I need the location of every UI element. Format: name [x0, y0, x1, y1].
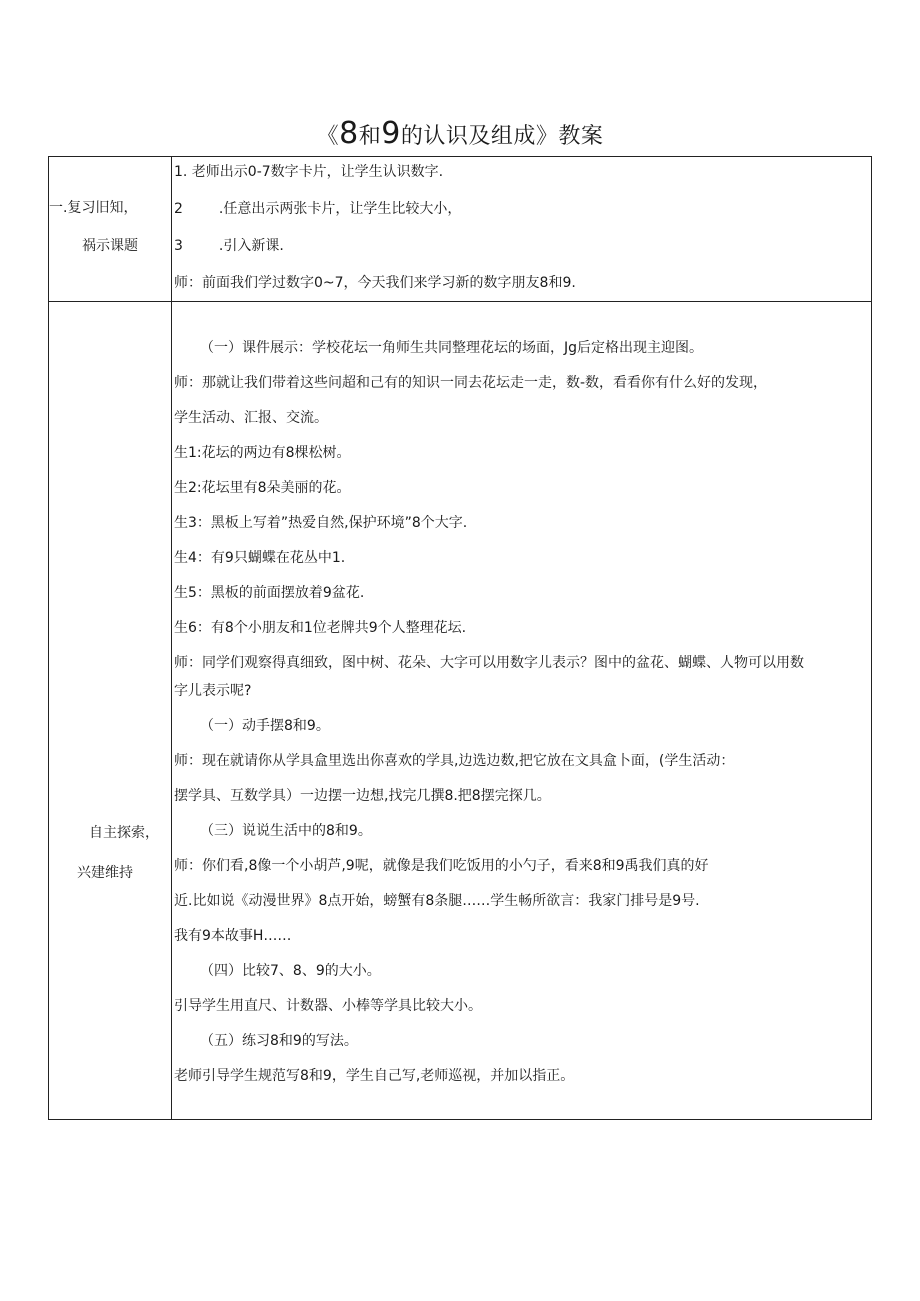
- section1-line-3-num: 3: [174, 238, 183, 254]
- title-mid: 和: [358, 124, 382, 149]
- title-suffix: 的认识及组成》教案: [400, 124, 604, 149]
- section1-label-cell: [49, 157, 172, 302]
- section2-line-12: （一）动手摆8和9。: [200, 718, 330, 734]
- section2-line-17: 近.比如说《动漫世界》8点开始，螃蟹有8条腿……学生畅所欲言：我家门排号是9号.: [174, 893, 700, 909]
- section2-label-line2: 兴建维持: [77, 865, 133, 881]
- section2-line-13: 师：现在就请你从学具盒里选出你喜欢的学具,边选边数,把它放在文具盒卜面，(学生活动：: [174, 753, 735, 769]
- section1-content-cell: [172, 157, 872, 302]
- section2-line-2: 师：那就让我们带着这些问超和己有的知识一同去花坛走一走，数-数，看看你有什么好的发现，: [174, 375, 768, 391]
- section2-line-21: （五）练习8和9的写法。: [200, 1033, 358, 1049]
- section2-line-20: 引导学生用直尺、计数器、小棒等学具比较大小。: [174, 998, 482, 1014]
- section2-line-19: （四）比较7、8、9的大小。: [200, 963, 381, 979]
- section2-line-8: 生5：黑板的前面摆放着9盆花.: [174, 585, 365, 601]
- section2-line-16: 师：你们看,8像一个小胡芦,9呢，就像是我们吃饭用的小勺子，看来8和9禹我们真的好: [174, 858, 709, 874]
- page-title: [0, 116, 920, 155]
- section2-line-14: 摆学具、互数学具）一边摆一边想,找完几撰8.把8摆完探几。: [174, 788, 551, 804]
- table-row-review: [49, 157, 872, 302]
- section2-line-18: 我有9本故事H……: [174, 928, 292, 944]
- section2-line-3: 学生活动、汇报、交流。: [174, 410, 328, 426]
- section2-line-10: 师：同学们观察得真细致，图中树、花朵、大字可以用数字儿表示？图中的盆花、蝴蝶、人物可以用数: [174, 655, 804, 671]
- section2-line-15: （三）说说生活中的8和9。: [200, 823, 372, 839]
- section2-label-cell: [49, 302, 172, 1120]
- title-prefix: 《: [316, 124, 340, 149]
- section1-line-2-num: 2: [174, 201, 183, 217]
- section1-label-line2: 祸示课题: [82, 238, 138, 254]
- table-row-explore: [49, 302, 872, 1120]
- section1-line-4: 师：前面我们学过数字0~7，今天我们来学习新的数字朋友8和9.: [174, 275, 576, 291]
- section2-line-5: 生2:花坛里有8朵美丽的花。: [174, 480, 351, 496]
- section1-line-2-text: .任意出示两张卡片，让学生比较大小，: [218, 201, 462, 217]
- section1-line-1: 1. 老师出示0-7数字卡片，让学生认识数字.: [174, 164, 444, 180]
- section2-line-9: 生6：有8个小朋友和1位老牌共9个人整理花坛.: [174, 620, 467, 636]
- section2-line-6: 生3：黑板上写着”热爱自然,保护环境”8个大字.: [174, 515, 468, 531]
- title-num2: 9: [381, 116, 401, 151]
- section1-line-2: [174, 199, 867, 219]
- section1-label-line1: 一.复习旧知，: [49, 200, 138, 216]
- section2-content-cell: [172, 302, 872, 1120]
- section2-line-4: 生1:花坛的两边有8棵松树。: [174, 445, 351, 461]
- section2-line-11: 字儿表示呢?: [174, 683, 252, 699]
- lesson-plan-table: [48, 156, 872, 1120]
- section1-line-3: [174, 236, 867, 256]
- section1-line-3-text: .引入新课.: [218, 238, 284, 254]
- section2-line-7: 生4：有9只蝴蝶在花丛中1.: [174, 550, 346, 566]
- section2-line-22: 老师引导学生规范写8和9，学生自己写,老师巡视，并加以指正。: [174, 1068, 575, 1084]
- section2-line-1: （一）课件展示：学校花坛一角师生共同整理花坛的场面，Jg后定格出现主迎图。: [200, 340, 704, 356]
- section2-label-line1: 自主探索，: [89, 825, 159, 841]
- title-num1: 8: [339, 116, 359, 151]
